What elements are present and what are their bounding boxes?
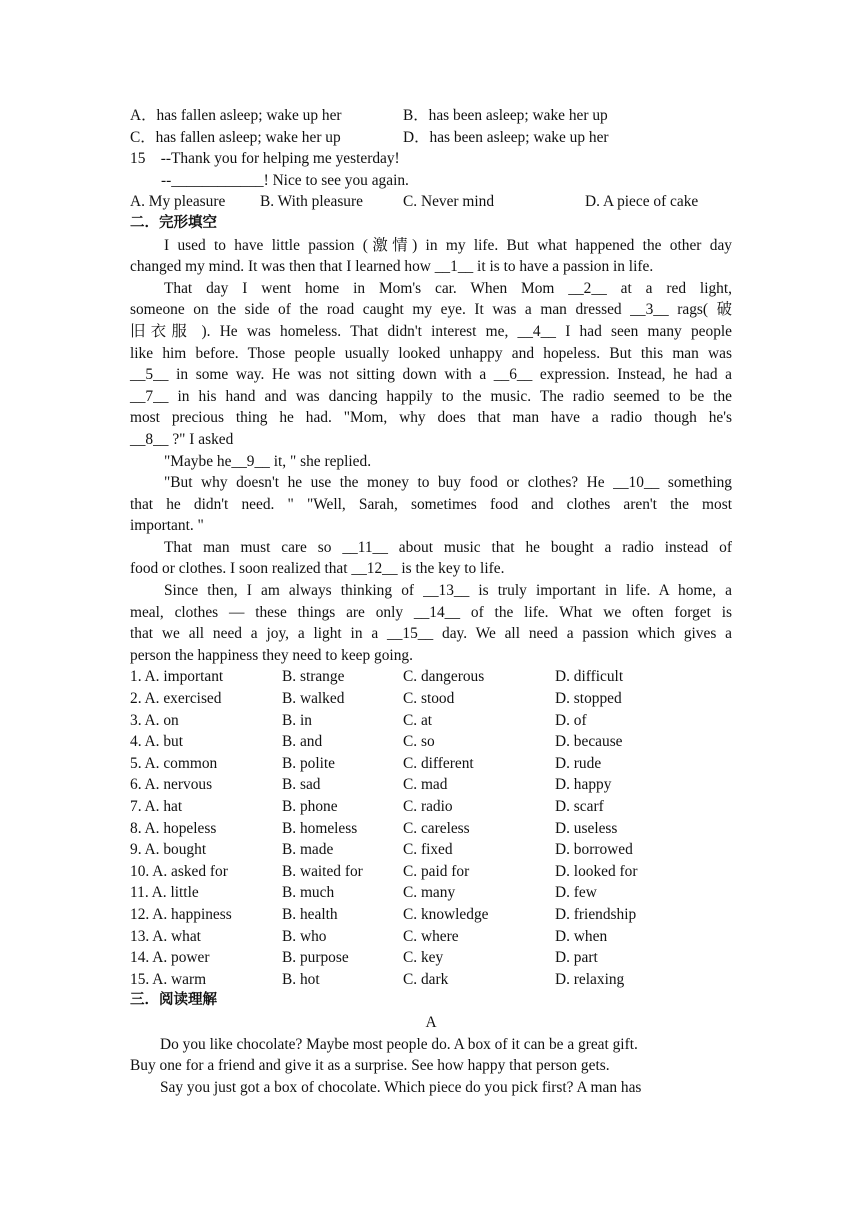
section-heading-reading: 三．阅读理解 [130,992,217,1009]
option-a: 4. A. but [130,733,184,751]
option-c: C. key [403,949,444,967]
option-c: C. careless [403,819,470,837]
cloze-text-line: like him before. Those people usually looked unhappy and hopeless. But this man was [130,344,732,362]
q15-option-c: C. Never mind [403,193,495,211]
option-b: B. made [282,841,334,859]
option-c: C．has fallen asleep; wake her up [130,128,341,146]
option-c: C. many [403,884,456,902]
option-b: B. homeless [282,819,358,837]
q15-option-d: D. A piece of cake [585,193,699,211]
option-b: B. waited for [282,862,363,880]
cloze-option-row [130,753,732,775]
option-c: C. dangerous [403,668,485,686]
exam-page [130,105,732,1098]
option-d: D. of [555,711,587,729]
option-b: B. phone [282,798,338,815]
option-a: A．has fallen asleep; wake up her [130,107,342,124]
option-c: C. knowledge [403,905,489,923]
cloze-text-line: 旧衣服 ). He was homeless. That didn't interest me, __4__ I had seen many people [130,322,732,340]
cloze-text-line: That day I went home in Mom's car. When Mom __2__ at a red light, [164,279,732,297]
option-d: D. rude [555,754,602,772]
option-a: 9. A. bought [130,841,207,859]
option-c: C. at [403,711,433,729]
option-a: 6. A. nervous [130,776,213,794]
question-15-stem: 15 --Thank you for helping me yesterday! [130,150,400,168]
reading-text-line: Buy one for a friend and give it as a surprise. See how happy that person gets. [130,1057,610,1075]
cloze-text-line: That man must care so __11__ about music that he bought a radio instead of [164,538,732,556]
option-a: 15. A. warm [130,970,207,988]
cloze-option-row [130,969,732,991]
q15-option-b: B. With pleasure [260,193,363,211]
option-a: 3. A. on [130,711,179,729]
cloze-option-row [130,904,732,926]
option-c: C. radio [403,798,453,815]
mc-line-1 [130,105,732,127]
option-b: B. purpose [282,949,349,967]
option-d: D. friendship [555,905,637,923]
option-d: D. part [555,949,598,967]
option-d: D. scarf [555,798,604,815]
cloze-option-row [130,731,732,753]
option-b: B. polite [282,754,336,772]
option-a: 12. A. happiness [130,905,232,923]
option-d: D. difficult [555,668,624,686]
option-c: C. dark [403,970,449,988]
cloze-option-row [130,796,732,818]
section-heading-cloze: 二．完形填空 [130,214,217,231]
cloze-option-row [130,947,732,969]
cloze-option-row [130,882,732,904]
option-c: C. so [403,733,435,751]
option-b: B. walked [282,690,345,708]
option-d: D. happy [555,776,612,794]
cloze-text-line: __5__ in some way. He was not sitting down with a __6__ expression. Instead, he had a [130,366,732,384]
option-c: C. stood [403,690,455,708]
option-a: 13. A. what [130,927,201,945]
option-a: 11. A. little [130,884,199,902]
cloze-text-line: that we all need a joy, a light in a __15__ day. We all need a passion which gives a [130,625,732,643]
cloze-option-row [130,710,732,732]
option-d: D. because [555,733,623,751]
option-a: 8. A. hopeless [130,819,217,837]
cloze-text-line: meal, clothes — these things are only __14__ of the life. What we often forget is [130,603,732,621]
cloze-text-line: __7__ in his hand and was dancing happily to the music. The radio seemed to be the [130,387,732,405]
cloze-text-line: important. " [130,517,204,535]
cloze-option-row [130,926,732,948]
option-d: D. relaxing [555,970,625,988]
cloze-text-line: "But why doesn't he use the money to buy food or clothes? He __10__ something [164,474,732,492]
question-15-options [130,191,732,213]
option-c: C. paid for [403,862,470,880]
option-b: B. sad [282,776,321,794]
option-c: C. fixed [403,841,453,859]
option-b: B. hot [282,970,320,988]
reading-text-line: Do you like chocolate? Maybe most people do. A box of it can be a great gift. [160,1035,638,1053]
cloze-text-line: "Maybe he__9__ it, " she replied. [164,452,372,470]
cloze-options [130,666,732,990]
cloze-option-row [130,839,732,861]
cloze-text-line: I used to have little passion (激情) in my life. But what happened the other day [164,236,732,254]
cloze-text-line: __8__ ?" I asked [130,430,234,448]
cloze-option-row [130,688,732,710]
q15-option-a: A. My pleasure [130,193,226,211]
option-b: B. strange [282,668,345,686]
option-d: D. useless [555,819,618,837]
option-d: D. when [555,927,608,945]
option-c: C. different [403,754,474,772]
cloze-option-row [130,774,732,796]
option-d: D. stopped [555,690,622,708]
cloze-text-line: most precious thing he had. "Mom, why does that man have a radio though he's [130,409,732,427]
option-a: 5. A. common [130,754,218,772]
option-a: 10. A. asked for [130,862,228,880]
cloze-text-line: Since then, I am always thinking of __13__ is truly important in life. A home, a [164,582,732,600]
option-a: 14. A. power [130,949,210,967]
cloze-option-row [130,666,732,688]
cloze-text-line: person the happiness they need to keep going. [130,646,413,664]
option-d: D．has been asleep; wake up her [403,128,609,146]
passage-label: A [425,1013,437,1031]
mc-line-2 [130,127,732,149]
cloze-text-line: food or clothes. I soon realized that __12__ is the key to life. [130,560,505,578]
option-c: C. mad [403,776,448,794]
option-c: C. where [403,927,459,945]
option-d: D. borrowed [555,841,633,859]
cloze-option-row [130,818,732,840]
option-d: D. looked for [555,862,638,880]
cloze-text-line: changed my mind. It was then that I learned how __1__ it is to have a passion in life. [130,258,654,276]
question-15-reply: --____________! Nice to see you again. [161,171,409,189]
option-a: 1. A. important [130,668,224,686]
option-b: B. who [282,927,327,945]
option-b: B. and [282,733,323,751]
option-d: D. few [555,884,597,902]
cloze-text-line: that he didn't need. " "Well, Sarah, sometimes food and clothes aren't the most [130,495,732,513]
option-b: B．has been asleep; wake her up [403,107,608,124]
reading-text-line: Say you just got a box of chocolate. Which piece do you pick first? A man has [160,1078,642,1096]
option-b: B. health [282,905,338,923]
cloze-text-line: someone on the side of the road caught my eye. It was a man dressed __3__ rags( 破 [130,301,732,319]
option-b: B. in [282,711,312,729]
option-a: 2. A. exercised [130,690,222,708]
cloze-option-row [130,861,732,883]
option-b: B. much [282,884,335,902]
option-a: 7. A. hat [130,798,183,815]
